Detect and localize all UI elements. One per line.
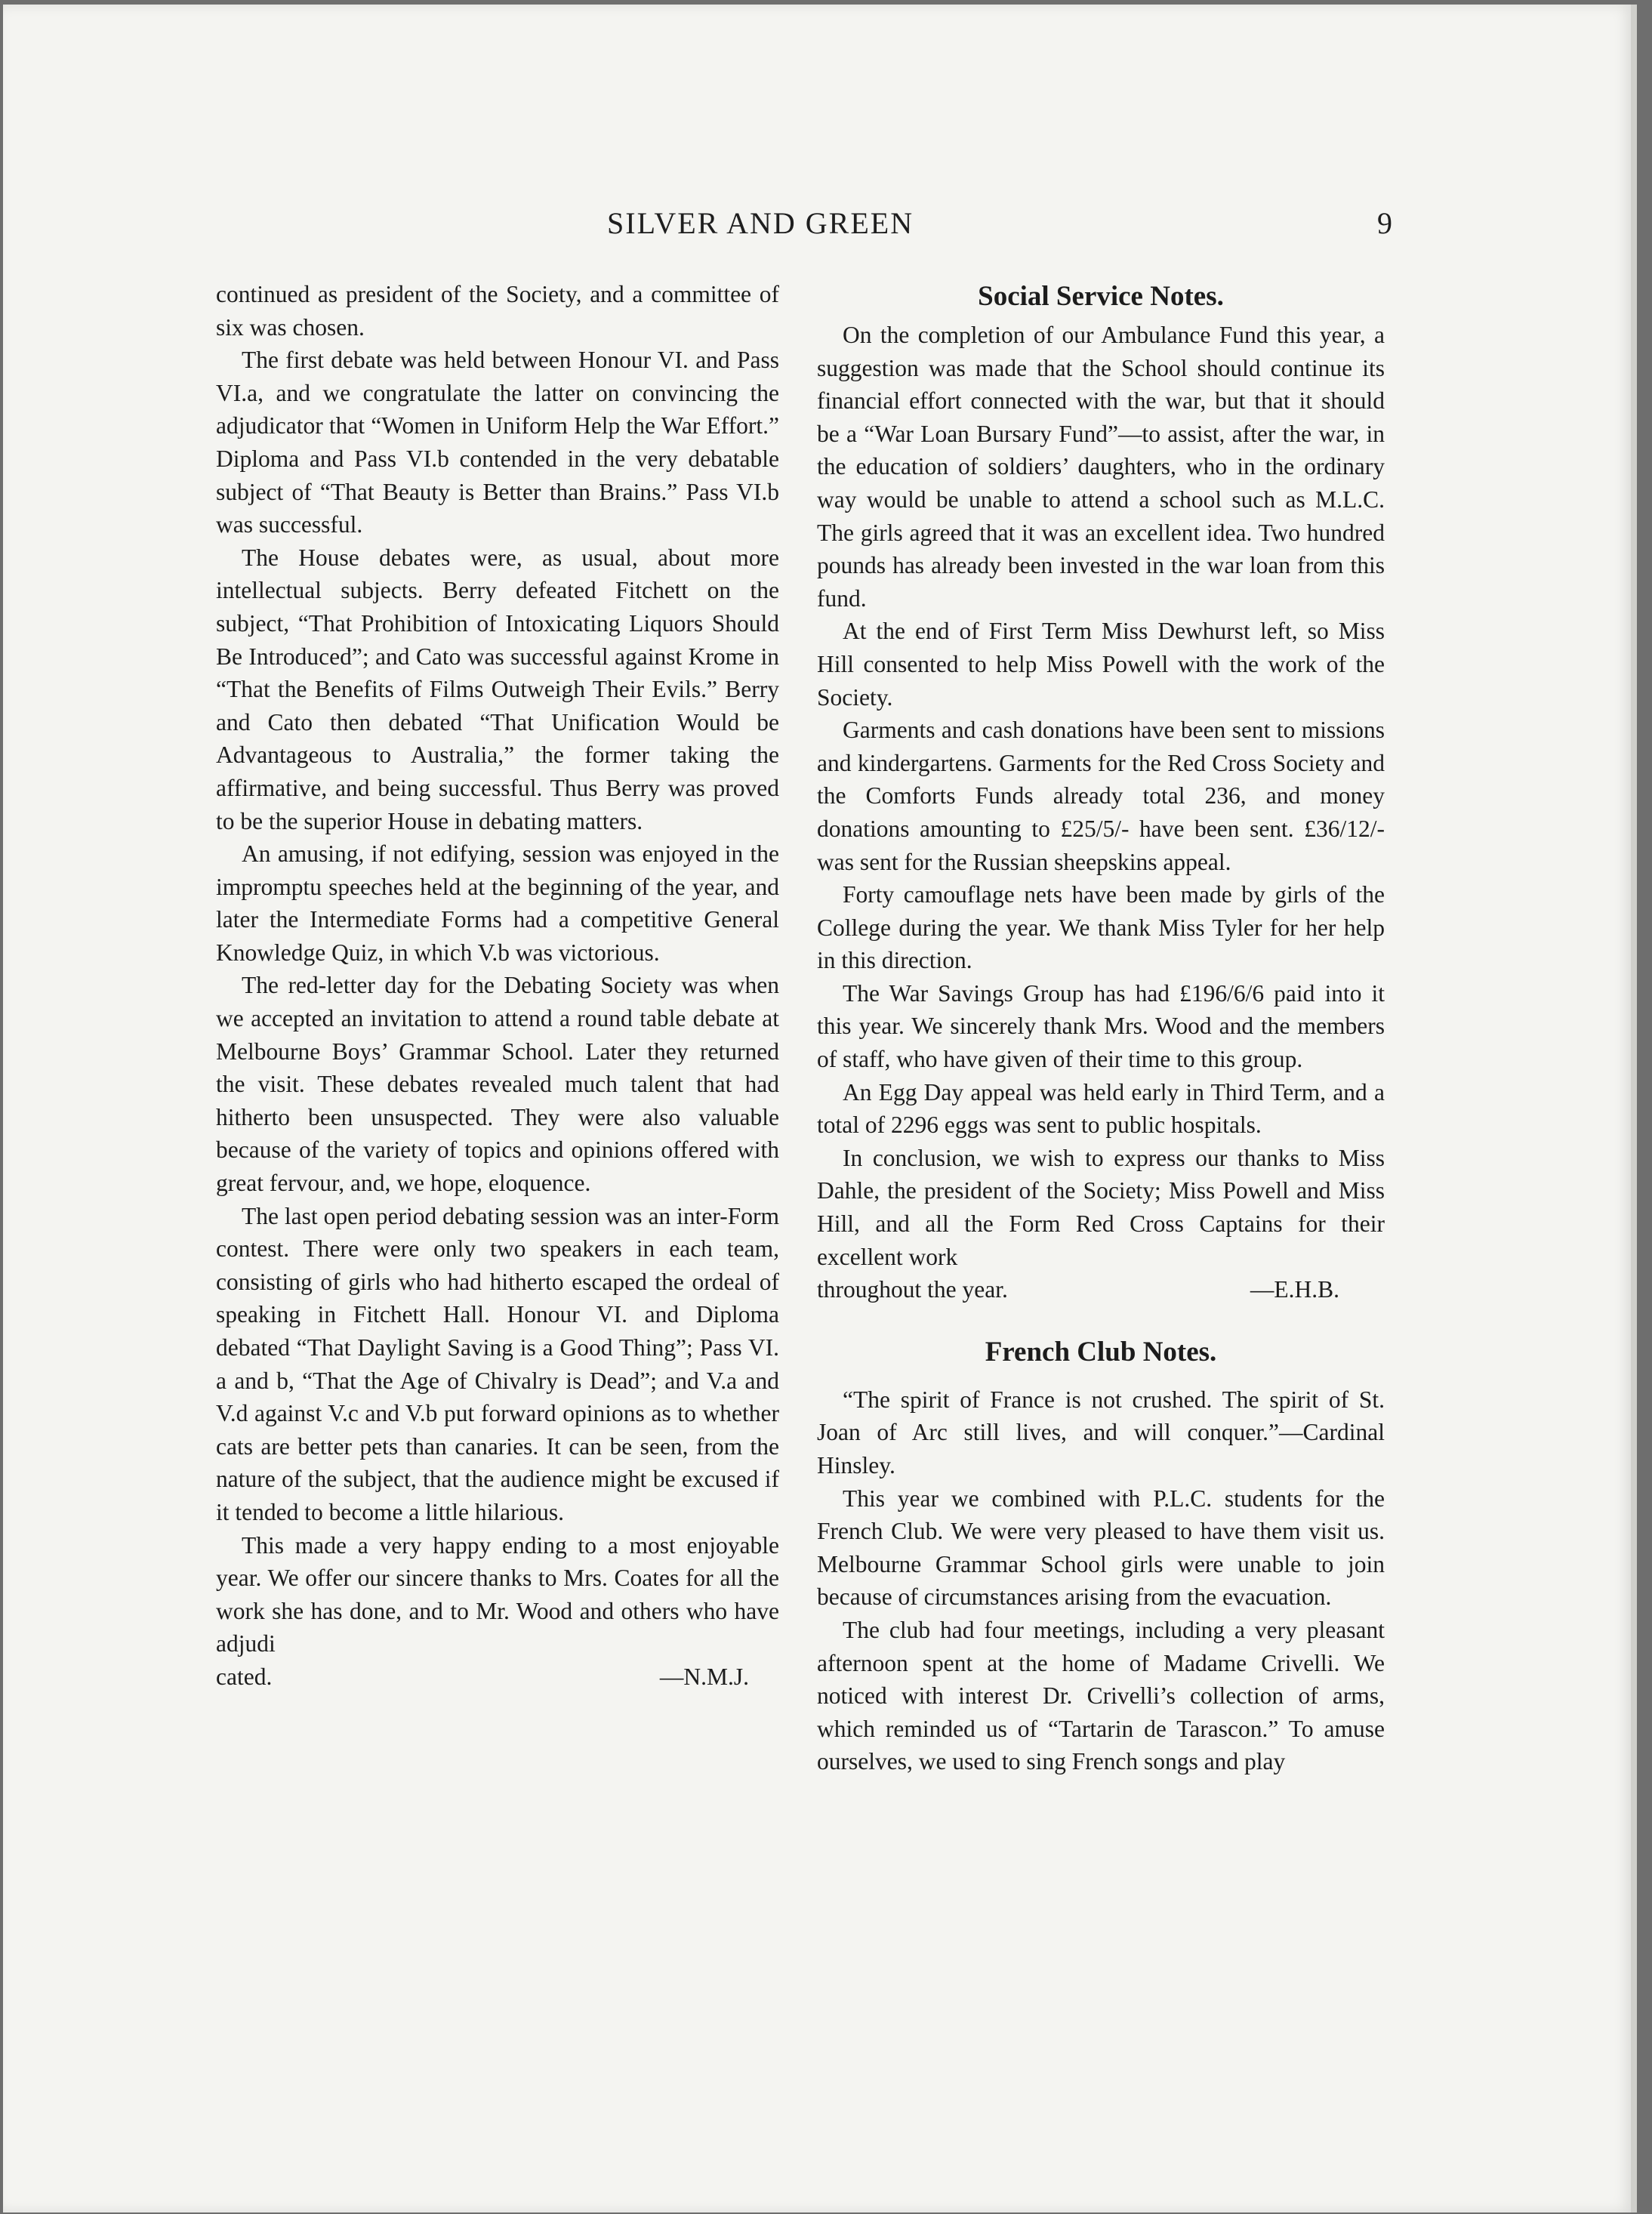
paragraph: Forty camouflage nets have been made by girls of the College during the year. We thank Miss Tyler for her help in this direction. (817, 881, 1385, 974)
paragraph: “The spirit of France is not crushed. The spirit of St. Joan of Arc still lives, and will conquer.”—Cardinal Hinsley. (817, 1386, 1385, 1479)
paragraph: The red-letter day for the Debating Society was when we accepted an invitation to attend a round table debate at Melbourne Boys’ Grammar School. Later they returned the visit. These debates revealed much talent that had hitherto been unsuspected. They were also valuable because of the variety of topics and opinions offered with great fervour, and, we hope, eloquence. (216, 972, 779, 1197)
signature: —E.H.B. (1250, 1276, 1339, 1303)
right-column (817, 278, 1385, 1778)
paragraph: In conclusion, we wish to express our thanks to Miss Dahle, the president of the Society; Miss Powell and Miss Hill, and all the Form Red Cross Captains for their excellent work (817, 1144, 1385, 1270)
section-heading-social-service: Social Service Notes. (978, 281, 1224, 312)
paragraph: continued as president of the Society, and a committee of six was chosen. (216, 281, 779, 341)
paragraph: An Egg Day appeal was held early in Third Term, and a total of 2296 eggs was sent to public hospitals. (817, 1078, 1385, 1139)
closing-line (216, 1660, 779, 1694)
left-column (216, 278, 779, 1694)
paragraph: The first debate was held between Honour VI. and Pass VI.a, and we congratulate the latter on convincing the adjudicator that “Women in Uniform Help the War Effort.” Diploma and Pass VI.b contended in the very debatable subject of “That Beauty is Better than Brains.” Pass VI.b was successful. (216, 347, 779, 538)
closing-text: cated. (216, 1663, 273, 1690)
paragraph: This year we combined with P.L.C. students for the French Club. We were very pleased to have them visit us. Melbourne Grammar School girls were unable to join because of circumstances arising from the evacuation. (817, 1485, 1385, 1611)
running-title: SILVER AND GREEN (607, 206, 914, 240)
signature: —N.M.J. (659, 1663, 749, 1690)
paragraph: Garments and cash donations have been sent to missions and kindergartens. Garments for the Red Cross Society and the Comforts Funds already total 236, and money donations amounting to £25/5/- have been sent. £36/12/- was sent for the Russian sheepskins appeal. (817, 717, 1385, 875)
section-heading-french-club: French Club Notes. (985, 1336, 1217, 1368)
page (3, 5, 1634, 2212)
paragraph: This made a very happy ending to a most enjoyable year. We offer our sincere thanks to Mrs. Coates for all the work she has done, and to Mr. Wood and others who have adjudi (216, 1531, 779, 1657)
paragraph: The House debates were, as usual, about more intellectual subjects. Berry defeated Fitchett on the subject, “That Prohibition of Intoxicating Liquors Should Be Introduced”; and Cato was successful against Krome in “That the Benefits of Films Outweigh Their Evils.” Berry and Cato then debated “That Unification Would be Advantageous to Australia,” the former taking the affirmative, and being successful. Thus Berry was proved to be the superior House in debating matters. (216, 544, 779, 834)
closing-line (817, 1273, 1385, 1306)
paragraph: An amusing, if not edifying, session was enjoyed in the impromptu speeches held at the beginning of the year, and later the Intermediate Forms had a competitive General Knowledge Quiz, in which V.b was victorious. (216, 840, 779, 966)
paragraph: The War Savings Group has had £196/6/6 paid into it this year. We sincerely thank Mrs. Wood and the members of staff, who have given of their time to this group. (817, 979, 1385, 1073)
paragraph: The club had four meetings, including a very pleasant afternoon spent at the home of Madame Crivelli. We noticed with interest Dr. Crivelli’s collection of arms, which reminded us of “Tartarin de Tarascon.” To amuse ourselves, we used to sing French songs and play (817, 1616, 1385, 1775)
paragraph: The last open period debating session was an inter-Form contest. There were only two speakers in each team, consisting of girls who had hitherto escaped the ordeal of speaking in Fitchett Hall. Honour VI. and Diploma debated “That Daylight Saving is a Good Thing”; Pass VI. a and b, “That the Age of Chivalry is Dead”; and V.a and V.d against V.c and V.b put forward opinions as to whether cats are better pets than canaries. It can be seen, from the nature of the subject, that the audience might be excused if it tended to become a little hilarious. (216, 1202, 779, 1525)
closing-text: throughout the year. (817, 1276, 1008, 1303)
page-number: 9 (1377, 206, 1392, 240)
paragraph: At the end of First Term Miss Dewhurst left, so Miss Hill consented to help Miss Powell with the work of the Society. (817, 618, 1385, 711)
page-header (607, 205, 1392, 251)
paragraph: On the completion of our Ambulance Fund this year, a suggestion was made that the School should continue its financial effort connected with the war, but that it should be a “War Loan Bursary Fund”—to assist, after the war, in the education of soldiers’ daughters, who in the ordinary way would be unable to attend a school such as M.L.C. The girls agreed that it was an excellent idea. Two hundred pounds has already been invested in the war loan from this fund. (817, 322, 1385, 612)
